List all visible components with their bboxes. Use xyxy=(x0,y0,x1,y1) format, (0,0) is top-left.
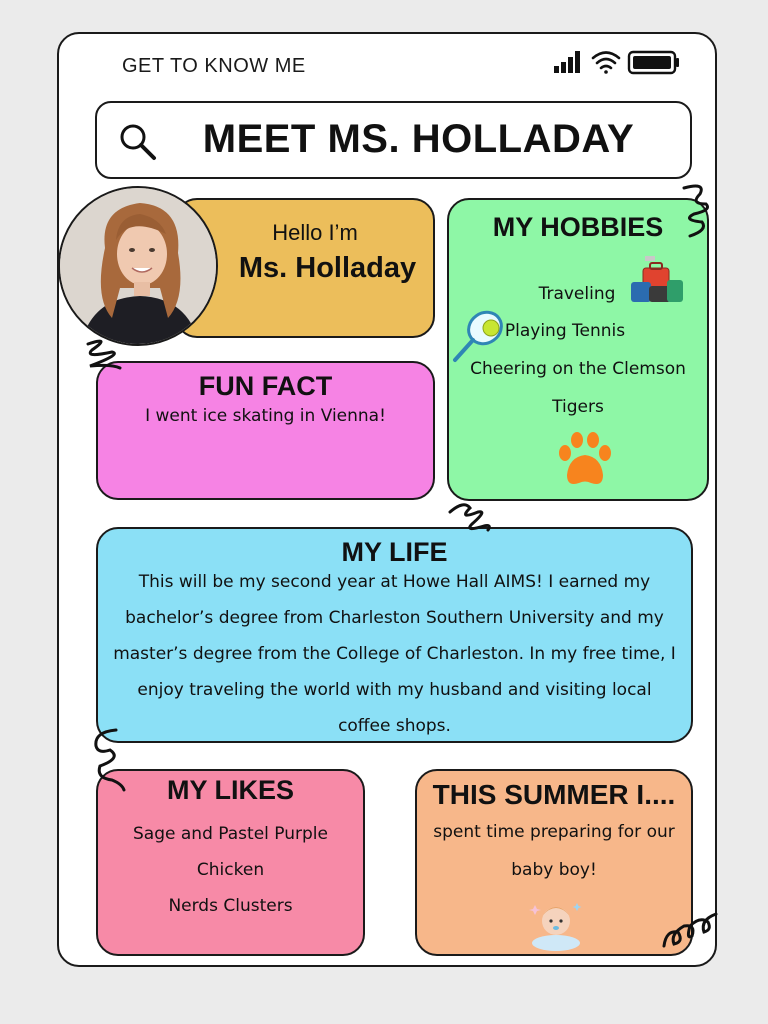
fun-fact-card xyxy=(96,361,435,500)
status-icons xyxy=(553,48,683,78)
avatar xyxy=(58,186,218,346)
hobbies-heading: MY HOBBIES xyxy=(492,212,664,242)
battery-icon xyxy=(629,52,679,73)
luggage-icon xyxy=(629,256,685,306)
likes-heading: MY LIKES xyxy=(166,775,295,805)
my-life-card xyxy=(96,527,693,743)
tennis-racket-icon xyxy=(451,308,509,364)
hobby-item: Tigers xyxy=(552,397,604,417)
page-title: MEET MS. HOLLADAY xyxy=(202,117,635,161)
hobbies-card xyxy=(447,198,709,501)
hobby-item: Traveling xyxy=(538,284,616,304)
greeting-text: Hello I’m xyxy=(272,220,358,245)
hobby-item: Cheering on the Clemson xyxy=(470,359,686,379)
like-item: Sage and Pastel Purple xyxy=(133,824,328,844)
like-item: Nerds Clusters xyxy=(168,896,293,916)
summer-heading: THIS SUMMER I.... xyxy=(432,779,676,810)
squiggle-decoration xyxy=(86,724,130,794)
my-life-text: This will be my second year at Howe Hall AIMS! I earned my bachelor’s degree from Charleston Southern University and my master’s degree from the College of Charleston. In my free time, I enjoy traveling the world with my husband and visiting local coffee shops. xyxy=(113,572,676,736)
paw-icon xyxy=(557,431,613,489)
summer-text: spent time preparing for our baby boy! xyxy=(433,822,675,880)
summer-card xyxy=(415,769,693,956)
search-bar[interactable] xyxy=(95,101,692,179)
like-item: Chicken xyxy=(196,860,265,880)
squiggle-decoration xyxy=(660,906,720,956)
signal-icon xyxy=(554,51,580,73)
my-life-heading: MY LIFE xyxy=(341,537,448,567)
squiggle-decoration xyxy=(672,180,712,250)
baby-icon xyxy=(527,895,585,953)
teacher-name: Ms. Holladay xyxy=(238,252,417,284)
squiggle-decoration xyxy=(444,500,496,540)
squiggle-decoration xyxy=(82,334,126,376)
wifi-icon xyxy=(593,53,619,74)
hobby-item: Playing Tennis xyxy=(504,321,626,341)
status-title: GET TO KNOW ME xyxy=(122,55,306,77)
likes-card xyxy=(96,769,365,956)
fun-fact-heading: FUN FACT xyxy=(198,371,333,401)
fun-fact-text: I went ice skating in Vienna! xyxy=(145,406,386,426)
